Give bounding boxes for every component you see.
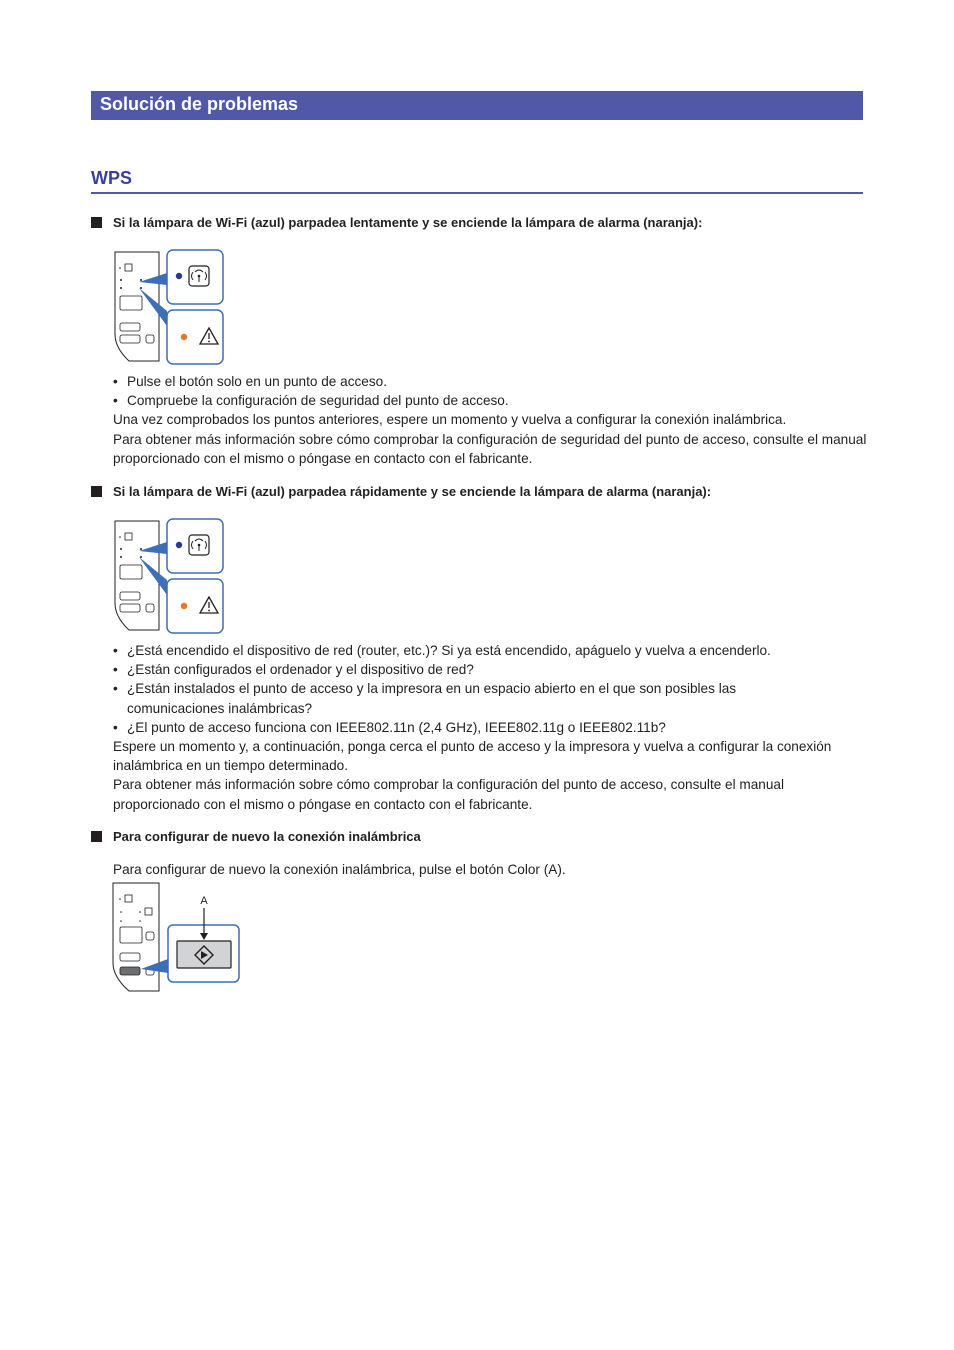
page-title: Solución de problemas bbox=[100, 94, 299, 114]
list-item: • Compruebe la configuración de seguridad del punto de acceso. bbox=[113, 391, 873, 410]
panel-figure-fast-blink bbox=[113, 517, 228, 635]
paragraph: Una vez comprobados los puntos anteriores, espere un momento y vuelva a configurar la conexión inalámbrica. bbox=[113, 412, 787, 428]
section-title: WPS bbox=[91, 168, 133, 188]
paragraph: Espere un momento y, a continuación, ponga cerca el punto de acceso y la impresora y vuelva a configurar la conexión inalámbrica en un tiempo determinado. bbox=[113, 739, 832, 774]
section-heading-wps bbox=[91, 168, 863, 194]
figure-label-a: A bbox=[200, 895, 208, 907]
page-title-bar bbox=[91, 91, 863, 120]
list-item: • ¿Están configurados el ordenador y el dispositivo de red? bbox=[113, 660, 873, 679]
case2-body bbox=[113, 641, 873, 814]
list-item: • ¿Están instalados el punto de acceso y la impresora en un espacio abierto en el que son posibles las comunicaciones inalámbricas? bbox=[113, 679, 807, 717]
list-item: • Pulse el botón solo en un punto de acceso. bbox=[113, 372, 873, 391]
heading-square-marker bbox=[91, 831, 102, 842]
heading-square-marker bbox=[91, 486, 102, 497]
case1-body bbox=[113, 372, 873, 468]
paragraph: Para obtener más información sobre cómo comprobar la configuración de seguridad del punto de acceso, consulte el manual proporcionado con el mismo o póngase en contacto con el fabricante. bbox=[113, 431, 867, 466]
paragraph: Para obtener más información sobre cómo comprobar la configuración del punto de acceso, consulte el manual proporcionado con el mismo o póngase en contacto con el fabricante. bbox=[113, 777, 784, 812]
case3-heading: Para configurar de nuevo la conexión inalámbrica bbox=[113, 829, 421, 844]
case1-heading: Si la lámpara de Wi-Fi (azul) parpadea lentamente y se enciende la lámpara de alarma (naranja): bbox=[113, 215, 703, 230]
list-item: • ¿Está encendido el dispositivo de red (router, etc.)? Si ya está encendido, apáguelo y vuelva a encenderlo. bbox=[113, 641, 873, 660]
panel-figure-color-button bbox=[111, 881, 243, 994]
list-item: • ¿El punto de acceso funciona con IEEE802.11n (2,4 GHz), IEEE802.11g o IEEE802.11b? bbox=[113, 718, 873, 737]
case3-body bbox=[113, 860, 873, 879]
case2-heading: Si la lámpara de Wi-Fi (azul) parpadea rápidamente y se enciende la lámpara de alarma (naranja): bbox=[113, 484, 712, 499]
paragraph: Para configurar de nuevo la conexión inalámbrica, pulse el botón Color (A). bbox=[113, 862, 566, 877]
heading-square-marker bbox=[91, 217, 102, 228]
panel-figure-slow-blink bbox=[113, 248, 228, 366]
